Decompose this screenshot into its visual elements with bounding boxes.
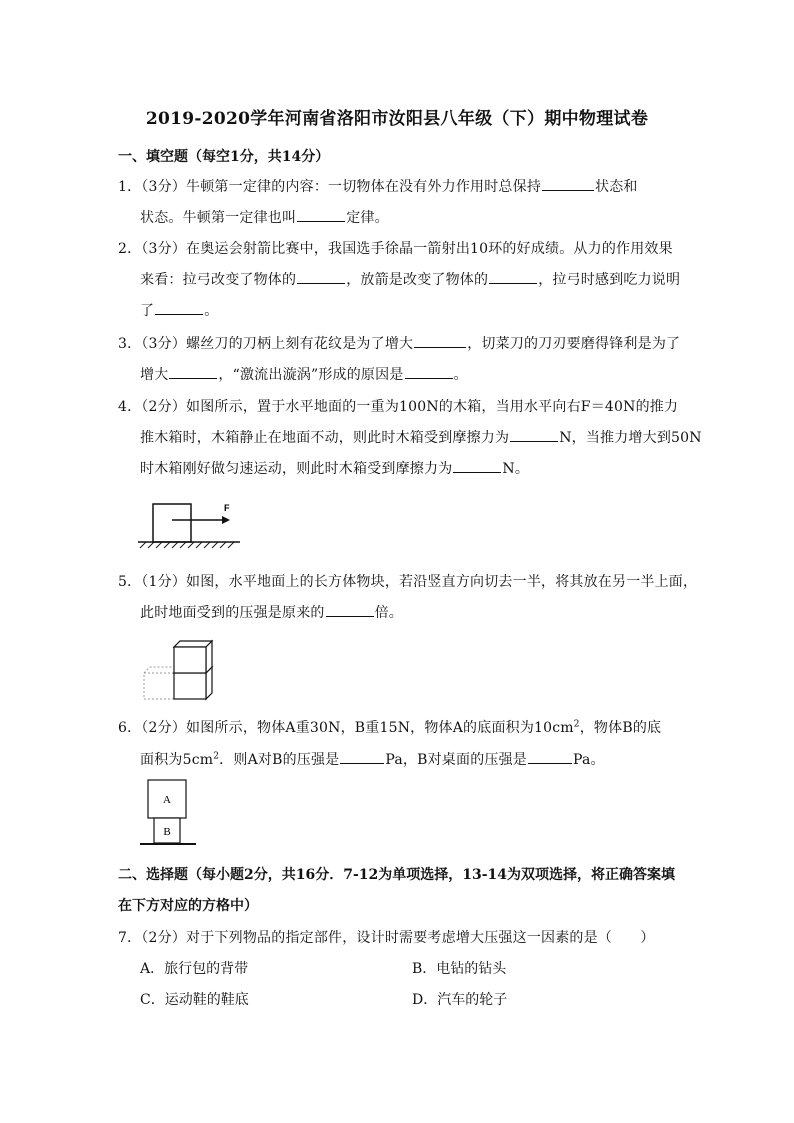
question-1-text: 状态。牛顿第一定律也叫 bbox=[140, 210, 297, 226]
question-3-line-1 bbox=[118, 333, 680, 353]
answer-blank bbox=[326, 602, 374, 617]
question-1-text: 1．（3分）牛顿第一定律的内容：一切物体在没有外力作用时总保持 bbox=[118, 179, 542, 195]
question-2-line-3 bbox=[140, 300, 218, 320]
question-2-text: ，放箭是改变了物体的 bbox=[346, 272, 489, 288]
question-6-text: 6．（2分）如图所示，物体A重30N，B重15N，物体A的底面积为10cm bbox=[118, 720, 574, 736]
question-4-text: N，当推力增大到50N bbox=[559, 430, 702, 446]
section-2-heading-line-2: 在下方对应的方格中） bbox=[118, 898, 258, 914]
option-a: A．旅行包的背带 bbox=[140, 961, 249, 977]
question-3-text: ，切菜刀的刀刃要磨得锋利是为了 bbox=[467, 336, 681, 352]
question-1-text: 定律。 bbox=[346, 210, 389, 226]
answer-blank bbox=[169, 364, 217, 379]
stacked-halves bbox=[174, 641, 212, 699]
question-5-line-2 bbox=[140, 602, 403, 622]
stacked-blocks-figure bbox=[142, 636, 216, 702]
section-1-heading: 一、填空题（每空1分，共14分） bbox=[118, 149, 330, 165]
option-b: B．电钻的钻头 bbox=[412, 961, 507, 977]
question-3-text: ，“激流出漩涡”形成的原因是 bbox=[218, 367, 404, 383]
question-2-line-1: 2．（3分）在奥运会射箭比赛中，我国选手徐晶一箭射出10环的好成绩。从力的作用效果 bbox=[118, 241, 673, 257]
ground-hatching bbox=[140, 542, 234, 548]
question-2-text: 了 bbox=[140, 303, 155, 319]
question-6-text: ．则A对B的压强是 bbox=[219, 752, 340, 768]
question-1-text: 状态和 bbox=[595, 179, 638, 195]
answer-blank bbox=[528, 749, 572, 764]
question-7-stem: 7．（2分）对于下列物品的指定部件，设计时需要考虑增大压强这一因素的是（ ） bbox=[118, 930, 655, 946]
box-push-figure bbox=[136, 496, 242, 550]
question-4-text: 时木箱刚好做匀速运动，则此时木箱受到摩擦力为 bbox=[140, 461, 453, 477]
answer-blank bbox=[155, 300, 203, 315]
force-arrow-head bbox=[222, 516, 230, 524]
answer-blank bbox=[489, 269, 537, 284]
page-title: 2019-2020学年河南省洛阳市汝阳县八年级（下）期中物理试卷 bbox=[145, 109, 649, 129]
question-6-text: 面积为5cm bbox=[140, 752, 214, 768]
question-2-text: 来看：拉弓改变了物体的 bbox=[140, 272, 297, 288]
answer-blank bbox=[453, 458, 501, 473]
question-4-text: 推木箱时，木箱静止在地面不动，则此时木箱受到摩擦力为 bbox=[140, 430, 510, 446]
question-3-line-2 bbox=[140, 364, 468, 384]
question-1-line-2 bbox=[140, 207, 389, 227]
option-d: D．汽车的轮子 bbox=[412, 992, 508, 1008]
object-b-label: B bbox=[163, 826, 171, 838]
question-3-text: 增大 bbox=[140, 367, 169, 383]
question-1-line-1 bbox=[118, 176, 638, 196]
answer-blank bbox=[297, 269, 345, 284]
question-3-text: 3．（3分）螺丝刀的刀柄上刻有花纹是为了增大 bbox=[118, 336, 414, 352]
force-label: F bbox=[224, 503, 230, 513]
section-2-heading-line-1: 二、选择题（每小题2分，共16分．7-12为单项选择，13-14为双项选择，将正确答案填 bbox=[118, 867, 676, 883]
question-5-text: 倍。 bbox=[374, 605, 404, 621]
question-3-text: 。 bbox=[453, 367, 468, 383]
question-6-line-2 bbox=[140, 749, 605, 769]
question-4-line-3 bbox=[140, 458, 529, 478]
question-2-line-2 bbox=[140, 269, 680, 289]
answer-blank bbox=[542, 176, 594, 191]
question-2-text: ，拉弓时感到吃力说明 bbox=[538, 272, 681, 288]
question-4-line-1: 4．（2分）如图所示，置于水平地面的一重为100N的木箱，当用水平向右F＝40N的推力 bbox=[118, 399, 679, 415]
answer-blank bbox=[510, 427, 558, 442]
question-6-line-1 bbox=[118, 717, 661, 737]
wooden-box bbox=[153, 504, 191, 542]
answer-blank bbox=[414, 333, 466, 348]
question-6-text: Pa。 bbox=[573, 752, 605, 768]
answer-blank bbox=[340, 749, 384, 764]
question-4-text: N。 bbox=[502, 461, 530, 477]
question-6-text: Pa，B对桌面的压强是 bbox=[385, 752, 528, 768]
question-2-text: 。 bbox=[204, 303, 219, 319]
question-6-text: ，物体B的底 bbox=[579, 720, 662, 736]
question-4-line-2 bbox=[140, 427, 702, 447]
question-5-line-1: 5．（1分）如图，水平地面上的长方体物块，若沿竖直方向切去一半，将其放在另一半上面， bbox=[118, 574, 698, 590]
answer-blank bbox=[297, 207, 345, 222]
superscript: 2 bbox=[573, 719, 580, 730]
answer-blank bbox=[405, 364, 453, 379]
object-a-label: A bbox=[163, 794, 171, 806]
superscript: 2 bbox=[213, 751, 220, 762]
option-c: C．运动鞋的鞋底 bbox=[140, 992, 249, 1008]
stacked-ab-figure bbox=[140, 777, 200, 847]
question-5-text: 此时地面受到的压强是原来的 bbox=[140, 605, 325, 621]
